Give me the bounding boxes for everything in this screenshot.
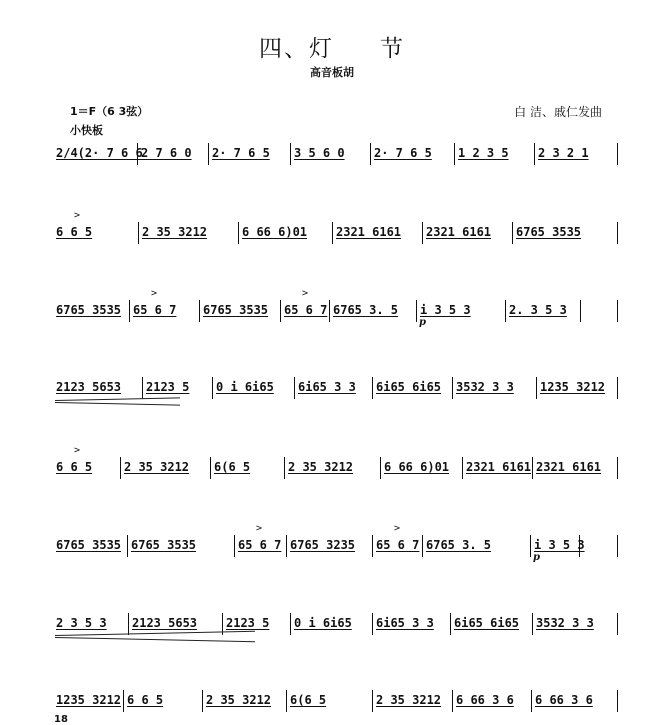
barline — [280, 300, 281, 322]
barline — [452, 377, 453, 399]
barline — [580, 300, 581, 322]
measure: 65 6 7 — [238, 538, 282, 552]
barline — [127, 535, 128, 557]
line-end-barline — [617, 300, 618, 322]
barline — [536, 377, 537, 399]
measure: 6765 3535 — [516, 225, 582, 239]
measure: 2/4(2· 7 6 6 — [56, 146, 143, 160]
measure: 6765 3535 — [56, 303, 122, 317]
measure: i 3 5 3 — [534, 538, 585, 552]
barline — [372, 613, 373, 635]
measure: 2 35 3212 — [288, 460, 354, 474]
measure: 2 3 2 1 — [538, 146, 589, 160]
score-line-3 — [52, 288, 618, 328]
score-line-1 — [52, 143, 618, 165]
measure: 6i65 6i65 — [376, 380, 442, 394]
measure: 2123 5 — [146, 380, 190, 394]
barline — [532, 457, 533, 479]
measure: 2123 5653 — [56, 380, 122, 394]
measure: 6765 3. 5 — [333, 303, 399, 317]
measure: 0 i 6i65 — [294, 616, 352, 630]
barline — [142, 377, 143, 399]
line-end-barline — [617, 143, 618, 165]
barline — [332, 222, 333, 244]
measure: 1235 3212 — [56, 693, 122, 707]
barline — [532, 613, 533, 635]
barline — [505, 300, 506, 322]
measure: 6i65 3 3 — [298, 380, 356, 394]
barline — [199, 300, 200, 322]
page-number: 18 — [54, 714, 68, 725]
title-right: 节 — [380, 36, 405, 62]
line-end-barline — [617, 690, 618, 712]
piece-title — [0, 30, 664, 63]
measure: 3 5 6 0 — [294, 146, 345, 160]
barline — [372, 690, 373, 712]
dynamic-p: p — [419, 317, 426, 328]
hairpin-line — [55, 637, 255, 642]
barline — [416, 300, 417, 322]
tempo-marking: 小快板 — [70, 124, 103, 137]
measure: 2321 6161 — [536, 460, 602, 474]
hairpin-line — [55, 402, 180, 406]
barline — [531, 690, 532, 712]
measure: 6 6 5 — [127, 693, 164, 707]
measure: 2· 7 6 5 — [212, 146, 270, 160]
measure: 6765 3235 — [290, 538, 356, 552]
measure: 2321 6161 — [426, 225, 492, 239]
score-line-7 — [52, 613, 618, 635]
measure: 2123 5 — [226, 616, 270, 630]
measure: 6 66 6)01 — [242, 225, 308, 239]
barline — [212, 377, 213, 399]
line-end-barline — [617, 535, 618, 557]
barline — [372, 377, 373, 399]
barline — [512, 222, 513, 244]
barline — [120, 457, 121, 479]
measure: 2 3 5 3 — [56, 616, 107, 630]
measure: 2 35 3212 — [206, 693, 272, 707]
score-line-4 — [52, 377, 618, 399]
measure: 2 35 3212 — [124, 460, 190, 474]
barline — [210, 457, 211, 479]
barline — [290, 143, 291, 165]
measure: 0 i 6i65 — [216, 380, 274, 394]
score-line-8 — [52, 690, 618, 712]
instrument-subtitle: 高音板胡 — [310, 66, 354, 79]
barline — [454, 143, 455, 165]
measure: 6765 3535 — [56, 538, 122, 552]
measure: 2 35 3212 — [376, 693, 442, 707]
score-line-5 — [52, 445, 618, 479]
measure: 2123 5653 — [132, 616, 198, 630]
barline — [123, 690, 124, 712]
line-end-barline — [617, 457, 618, 479]
barline — [452, 690, 453, 712]
accent-mark: > — [74, 210, 81, 221]
barline — [372, 535, 373, 557]
score-line-6 — [52, 523, 618, 563]
measure: 1 2 3 5 — [458, 146, 509, 160]
measure: 6765 3535 — [203, 303, 269, 317]
barline — [579, 535, 580, 557]
measure: 65 6 7 — [133, 303, 177, 317]
measure: 3532 3 3 — [536, 616, 594, 630]
barline — [137, 143, 138, 165]
measure: 6(6 5 — [214, 460, 251, 474]
barline — [422, 535, 423, 557]
barline — [286, 535, 287, 557]
barline — [462, 457, 463, 479]
measure: 6 66 3 6 — [456, 693, 514, 707]
barline — [129, 300, 130, 322]
composer-credit: 白 洁、戚仁发曲 — [514, 105, 602, 119]
barline — [294, 377, 295, 399]
line-end-barline — [617, 222, 618, 244]
measure: 6(6 5 — [290, 693, 327, 707]
barline — [128, 613, 129, 635]
title-left: 四、灯 — [259, 36, 334, 62]
measure: 2 35 3212 — [142, 225, 208, 239]
measure: 6i65 6i65 — [454, 616, 520, 630]
barline — [450, 613, 451, 635]
measure: i 3 5 3 — [420, 303, 471, 317]
line-end-barline — [617, 377, 618, 399]
dynamic-p: p — [533, 552, 540, 563]
accent-mark: > — [151, 288, 158, 299]
barline — [290, 613, 291, 635]
accent-mark: > — [256, 523, 263, 534]
barline — [208, 143, 209, 165]
barline — [286, 690, 287, 712]
barline — [238, 222, 239, 244]
barline — [530, 535, 531, 557]
measure: 6 66 6)01 — [384, 460, 450, 474]
accent-mark: > — [74, 445, 81, 456]
score-line-2 — [52, 210, 618, 244]
measure: 2321 6161 — [336, 225, 402, 239]
barline — [138, 222, 139, 244]
measure: 6 66 3 6 — [535, 693, 593, 707]
barline — [202, 690, 203, 712]
barline — [380, 457, 381, 479]
accent-mark: > — [302, 288, 309, 299]
measure: 65 6 7 — [376, 538, 420, 552]
measure: 2. 3 5 3 — [509, 303, 567, 317]
line-end-barline — [617, 613, 618, 635]
measure: 1235 3212 — [540, 380, 606, 394]
barline — [329, 300, 330, 322]
measure: 65 6 7 — [284, 303, 328, 317]
barline — [284, 457, 285, 479]
measure: 6i65 3 3 — [376, 616, 434, 630]
measure: 2321 6161 — [466, 460, 532, 474]
measure: 6765 3. 5 — [426, 538, 492, 552]
barline — [534, 143, 535, 165]
barline — [234, 535, 235, 557]
key-signature: 1＝F（6 3弦） — [70, 105, 149, 118]
measure: 3532 3 3 — [456, 380, 514, 394]
measure: 6 6 5 — [56, 225, 93, 239]
measure: 2 7 6 0 — [141, 146, 192, 160]
measure: 2· 7 6 5 — [374, 146, 432, 160]
barline — [370, 143, 371, 165]
accent-mark: > — [394, 523, 401, 534]
measure: 6765 3535 — [131, 538, 197, 552]
measure: 6 6 5 — [56, 460, 93, 474]
barline — [422, 222, 423, 244]
